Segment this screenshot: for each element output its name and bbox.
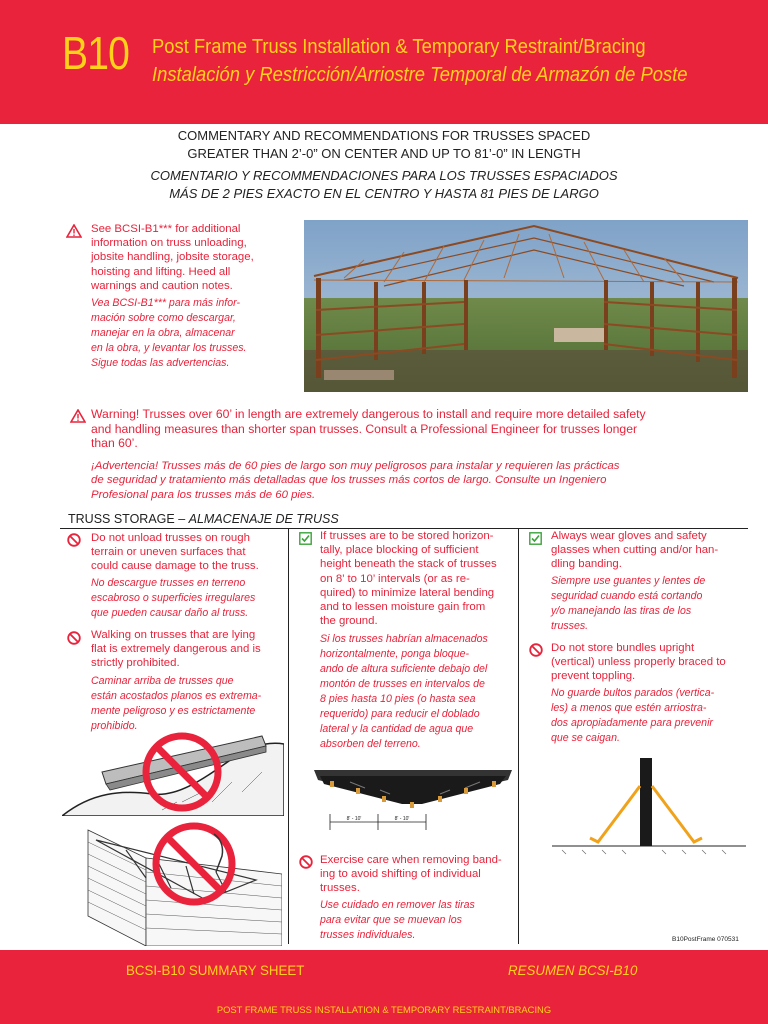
- footer-summary-en: BCSI-B10 SUMMARY SHEET: [126, 962, 305, 978]
- commentary-es-line1: COMENTARIO Y RECOMMENDACIONES PARA LOS TRUSSES ESPACIADOS: [150, 168, 618, 183]
- col2-item1-en: If trusses are to be stored horizon- tally, place blocking of sufficient height beneath the stack of trusses on 8’ to 10’ intervals (or as re- quired) to minimize lateral bending and to lessen moisture gain from the ground.: [320, 530, 497, 628]
- warning-triangle-icon: [70, 409, 86, 423]
- post-frame-building-photo: [304, 220, 748, 392]
- prohibited-icon: [299, 855, 313, 869]
- column-divider: [518, 528, 519, 944]
- col3-item2-en: Do not store bundles upright (vertical) unless properly braced to prevent toppling.: [551, 642, 726, 683]
- braced-upright-bundle-illustration: [552, 756, 746, 868]
- col3-item1-en: Always wear gloves and safety glasses when cutting and/or han- dling banding.: [551, 530, 719, 571]
- footer-subtitle: POST FRAME TRUSS INSTALLATION & TEMPORARY RESTRAINT/BRACING: [216, 1004, 552, 1015]
- prohibited-icon: [67, 631, 81, 645]
- title-english: Post Frame Truss Installation & Temporary Restraint/Bracing: [152, 36, 646, 58]
- dimension-label-left: 8' - 10': [346, 816, 362, 822]
- intro-note-en: See BCSI-B1*** for additional information on truss unloading, jobsite handling, jobsite storage, hoisting and lifting. Heed all warnings and caution notes.: [91, 223, 254, 292]
- col1-item2-es: Caminar arriba de trusses que están acostados planos es extrema- mente peligroso y es estrictamente prohibido.: [91, 675, 262, 732]
- document-id: B10PostFrame 070531: [672, 936, 739, 943]
- col1-item1-en: Do not unload trusses on rough terrain or uneven surfaces that could cause damage to the truss.: [91, 532, 259, 573]
- col2-item1-es: Si los trusses habrían almacenados horizontalmente, ponga bloque- ando de altura suficiente debajo del montón de trusses en intervalos de 8 pies hasta 10 pies (o hasta sea requerido) para reducir el doblado lateral y la cantidad de agua que absorben del terreno.: [320, 633, 488, 750]
- walking-on-trusses-illustration: [86, 820, 282, 946]
- commentary-en-line1: COMMENTARY AND RECOMMENDATIONS FOR TRUSSES SPACED: [177, 128, 591, 143]
- col3-item2-es: No guarde bultos parados (vertica- les) a menos que estén arriostra- dos apropiadamente para prevenir que se caigan.: [551, 687, 715, 744]
- column-divider: [288, 528, 289, 944]
- prohibited-icon: [529, 643, 543, 657]
- col2-item2-es: Use cuidado en remover las tiras para evitar que se muevan los trusses individuales.: [320, 899, 475, 941]
- title-spanish: Instalación y Restricción/Arriostre Temporal de Armazón de Poste: [152, 64, 688, 86]
- col1-item1-es: No descargue trusses en terreno escabroso o superficies irregulares que pueden causar daño al truss.: [91, 577, 256, 619]
- warning-triangle-icon: [66, 224, 82, 238]
- warning-text-es: ¡Advertencia! Trusses más de 60 pies de largo son muy peligrosos para instalar y requieren las prácticas de seguridad y tratamiento más detalladas que los trusses más cortos de largo. Consulte un Ingeniero Profesional para los trusses más de 60 pies.: [91, 460, 620, 501]
- truss-blocking-illustration: [310, 764, 516, 836]
- dimension-label-right: 8' - 10': [394, 816, 410, 822]
- truss-storage-heading: TRUSS STORAGE – ALMACENAJE DE TRUSS: [68, 512, 339, 526]
- warning-text-en: Warning! Trusses over 60’ in length are extremely dangerous to install and require more detailed safety and handling measures than shorter span trusses. Consult a Professional Engineer for trusses longer than 60’.: [91, 407, 646, 451]
- rough-terrain-illustration: [62, 732, 284, 816]
- commentary-en-line2: GREATER THAN 2’-0” ON CENTER AND UP TO 81’-0” IN LENGTH: [187, 146, 581, 161]
- intro-note-es: Vea BCSI-B1*** para más infor- mación sobre como descargar, manejar en la obra, almacenar en la obra, y levantar los trusses. Sigue todas las advertencias.: [91, 297, 247, 369]
- document-code: B10: [62, 27, 130, 79]
- col2-item2-en: Exercise care when removing band- ing to avoid shifting of individual trusses.: [320, 854, 502, 895]
- checkmark-icon: [529, 532, 542, 545]
- commentary-es-line2: MÁS DE 2 PIES EXACTO EN EL CENTRO Y HASTA 81 PIES DE LARGO: [169, 186, 599, 201]
- col1-item2-en: Walking on trusses that are lying flat is extremely dangerous and is strictly prohibited.: [91, 629, 261, 670]
- footer-summary-es: RESUMEN BCSI-B10: [508, 962, 638, 978]
- col3-item1-es: Siempre use guantes y lentes de seguridad cuando está cortando y/o manejando las tiras de los trusses.: [551, 575, 706, 632]
- prohibited-icon: [67, 533, 81, 547]
- checkmark-icon: [299, 532, 312, 545]
